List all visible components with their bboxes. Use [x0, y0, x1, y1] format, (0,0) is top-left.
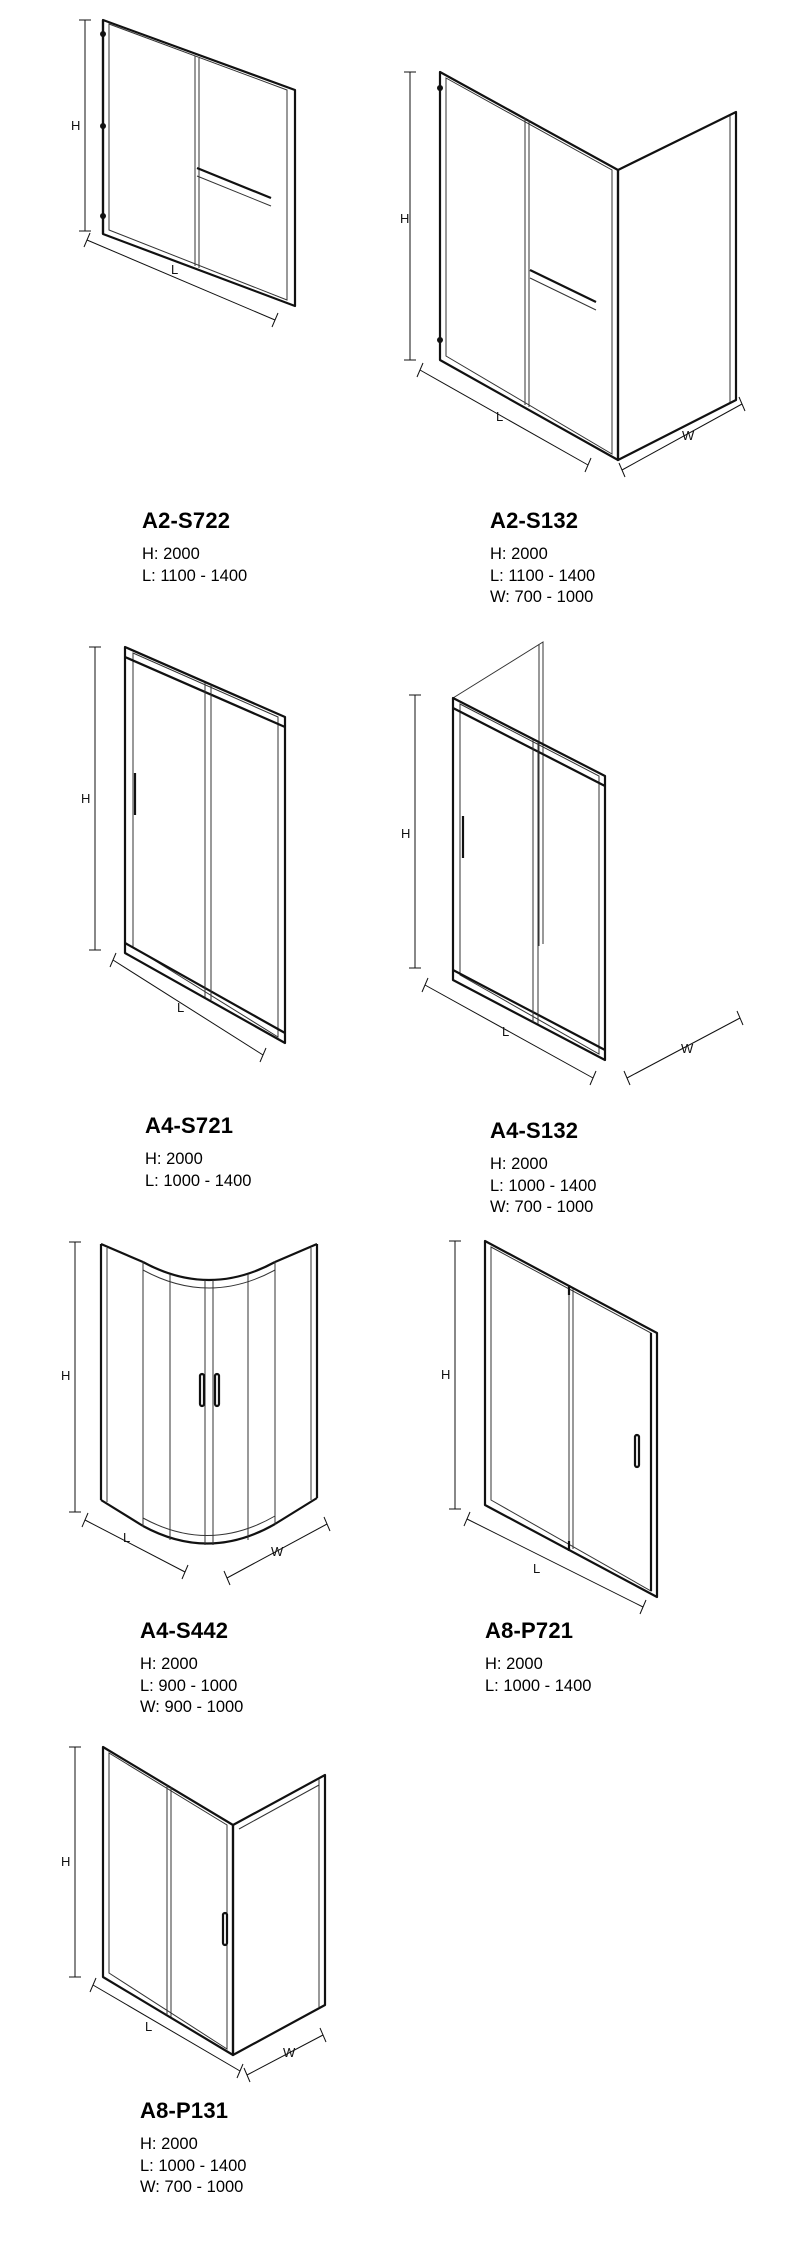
- spec-width: W: 700 - 1000: [490, 1198, 594, 1216]
- dimension-label-h: H: [61, 1368, 71, 1383]
- spec-length: L: 1000 - 1400: [140, 2156, 247, 2175]
- product-card-a8-p721: [485, 1618, 591, 1697]
- dimension-label-h: H: [71, 118, 81, 133]
- drawing-a4-s132: [401, 640, 750, 1085]
- dimension-label-w: W: [681, 1041, 694, 1056]
- drawing-a2-s132: [400, 70, 750, 465]
- model-name: A4-S721: [145, 1113, 234, 1138]
- spec-height: H: 2000: [140, 1655, 198, 1673]
- spec-length: L: 1000 - 1400: [145, 1171, 252, 1190]
- spec-width: W: 900 - 1000: [140, 1698, 244, 1716]
- dimension-label-h: H: [441, 1367, 451, 1382]
- spec-length: L: 1000 - 1400: [485, 1676, 592, 1695]
- spec-height: H: 2000: [490, 1155, 548, 1173]
- dimension-label-l: L: [123, 1530, 131, 1545]
- model-name: A4-S132: [490, 1118, 579, 1143]
- dimension-label-l: L: [145, 2019, 153, 2034]
- dimension-label-h: H: [401, 826, 411, 841]
- dimension-label-h: H: [400, 211, 410, 226]
- model-name: A8-P131: [140, 2098, 229, 2123]
- product-card-a4-s132: [490, 1118, 596, 1219]
- model-name: A4-S442: [140, 1618, 229, 1643]
- dimension-label-h: H: [61, 1854, 71, 1869]
- dimension-label-h: H: [81, 791, 91, 806]
- spec-height: H: 2000: [490, 545, 548, 563]
- model-name: A2-S722: [142, 508, 231, 533]
- drawing-a8-p721: [441, 1237, 675, 1607]
- spec-length: L: 1100 - 1400: [490, 566, 596, 585]
- spec-length: L: 1000 - 1400: [490, 1176, 597, 1195]
- dimension-label-w: W: [283, 2045, 296, 2060]
- product-card-a2-s722: [142, 508, 247, 587]
- dimension-label-w: W: [682, 428, 695, 443]
- drawing-a8-p131: [61, 1745, 340, 2095]
- product-card-a4-s721: [145, 1113, 251, 1192]
- spec-length: L: 900 - 1000: [140, 1676, 238, 1695]
- product-card-a8-p131: [140, 2098, 246, 2199]
- dimension-label-l: L: [502, 1024, 510, 1039]
- spec-width: W: 700 - 1000: [490, 588, 594, 606]
- spec-length: L: 1100 - 1400: [142, 566, 248, 585]
- spec-height: H: 2000: [142, 545, 200, 563]
- dimension-label-l: L: [533, 1561, 541, 1576]
- drawing-a4-s721: [81, 645, 305, 1055]
- drawing-a2-s722: [71, 18, 295, 323]
- drawing-a4-s442: [61, 1240, 335, 1585]
- dimension-label-w: W: [271, 1544, 284, 1559]
- product-card-a2-s132: [490, 508, 595, 609]
- spec-height: H: 2000: [145, 1150, 203, 1168]
- model-name: A8-P721: [485, 1618, 574, 1643]
- dimension-label-l: L: [177, 1000, 185, 1015]
- dimension-label-l: L: [496, 409, 504, 424]
- dimension-label-l: L: [171, 262, 179, 277]
- spec-height: H: 2000: [485, 1655, 543, 1673]
- spec-height: H: 2000: [140, 2135, 198, 2153]
- spec-width: W: 700 - 1000: [140, 2178, 244, 2196]
- model-name: A2-S132: [490, 508, 579, 533]
- product-card-a4-s442: [140, 1618, 243, 1719]
